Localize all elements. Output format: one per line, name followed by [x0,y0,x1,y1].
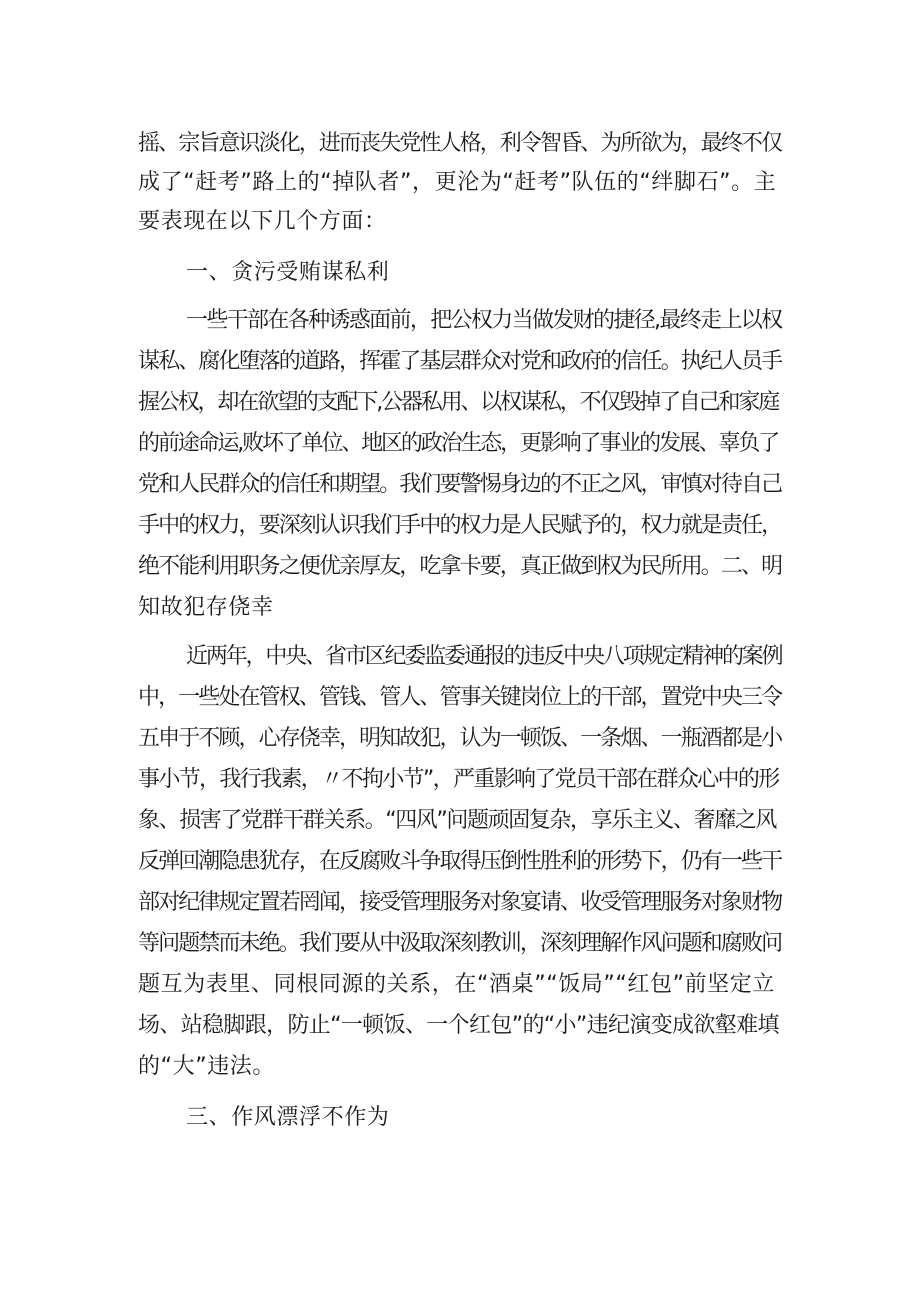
section2-line-1: 近两年，中央、省市区纪委监委通报的违反中央八项规定精神的案例 [186,644,782,669]
section1-line-4: 的前途命运,败坏了单位、地区的政治生态，更影响了事业的发展、辜负了 [138,431,779,456]
section3-heading: 三、作风漂浮不作为 [186,1105,390,1130]
section2-line-9: 题互为表里、同根同源的关系，在“酒桌”“饭局”“红包”前坚定立 [138,972,775,997]
section1-line-1: 一些干部在各种诱惑面前，把公权力当做发财的捷径,最终走上以权 [186,308,782,333]
intro-line-1: 摇、宗旨意识淡化，进而丧失党性人格，利令智昏、为所欲为，最终不仅 [138,131,782,156]
section1-line-2: 谋私、腐化堕落的道路，挥霍了基层群众对党和政府的信任。执纪人员手 [138,349,782,374]
section1-heading: 一、贪污受贿谋私利 [186,260,390,285]
section1-line-5: 党和人民群众的信任和期望。我们要警惕身边的不正之风，审慎对待自己 [138,472,782,497]
section2-line-7: 部对纪律规定置若罔闻，接受管理服务对象宴请、收受管理服务对象财物 [138,890,782,915]
section2-line-11: 的“大”违法。 [138,1054,275,1079]
section2-line-6: 反弹回潮隐患犹存，在反腐败斗争取得压倒性胜利的形势下，仍有一些干 [138,849,782,874]
section1-line-6: 手中的权力，要深刻认识我们手中的权力是人民赋予的，权力就是责任， [138,513,782,538]
section2-line-5: 象、损害了党群干群关系。“四风”问题顽固复杂，享乐主义、奢靡之风 [138,808,776,833]
intro-line-2: 成了“赶考”路上的“掉队者”，更沦为“赶考”队伍的“绊脚石”。主 [138,170,777,195]
section1-line-7: 绝不能利用职务之便优亲厚友，吃拿卡要，真正做到权为民所用。二、明 [138,554,782,579]
section2-line-4: 事小节，我行我素，〃不拘小节”，严重影响了党员干部在群众心中的形 [138,767,779,792]
section2-line-10: 场、站稳脚跟，防止“一顿饭、一个红包”的“小”违纪演变成欲壑难填 [138,1013,779,1038]
section2-line-8: 等问题禁而未绝。我们要从中汲取深刻教训，深刻理解作风问题和腐败问 [138,931,782,956]
section2-line-3: 五申于不顾，心存侥幸，明知故犯，认为一顿饭、一条烟、一瓶酒都是小 [138,726,782,751]
section1-line-3: 握公权，却在欲望的支配下,公器私用、以权谋私，不仅毁掉了自己和家庭 [138,390,779,415]
section2-line-2: 中，一些处在管权、管钱、管人、管事关键岗位上的干部，置党中央三令 [138,685,782,710]
section1-line-8: 知故犯存侥幸 [138,595,274,620]
intro-line-3: 要表现在以下几个方面： [138,209,387,234]
